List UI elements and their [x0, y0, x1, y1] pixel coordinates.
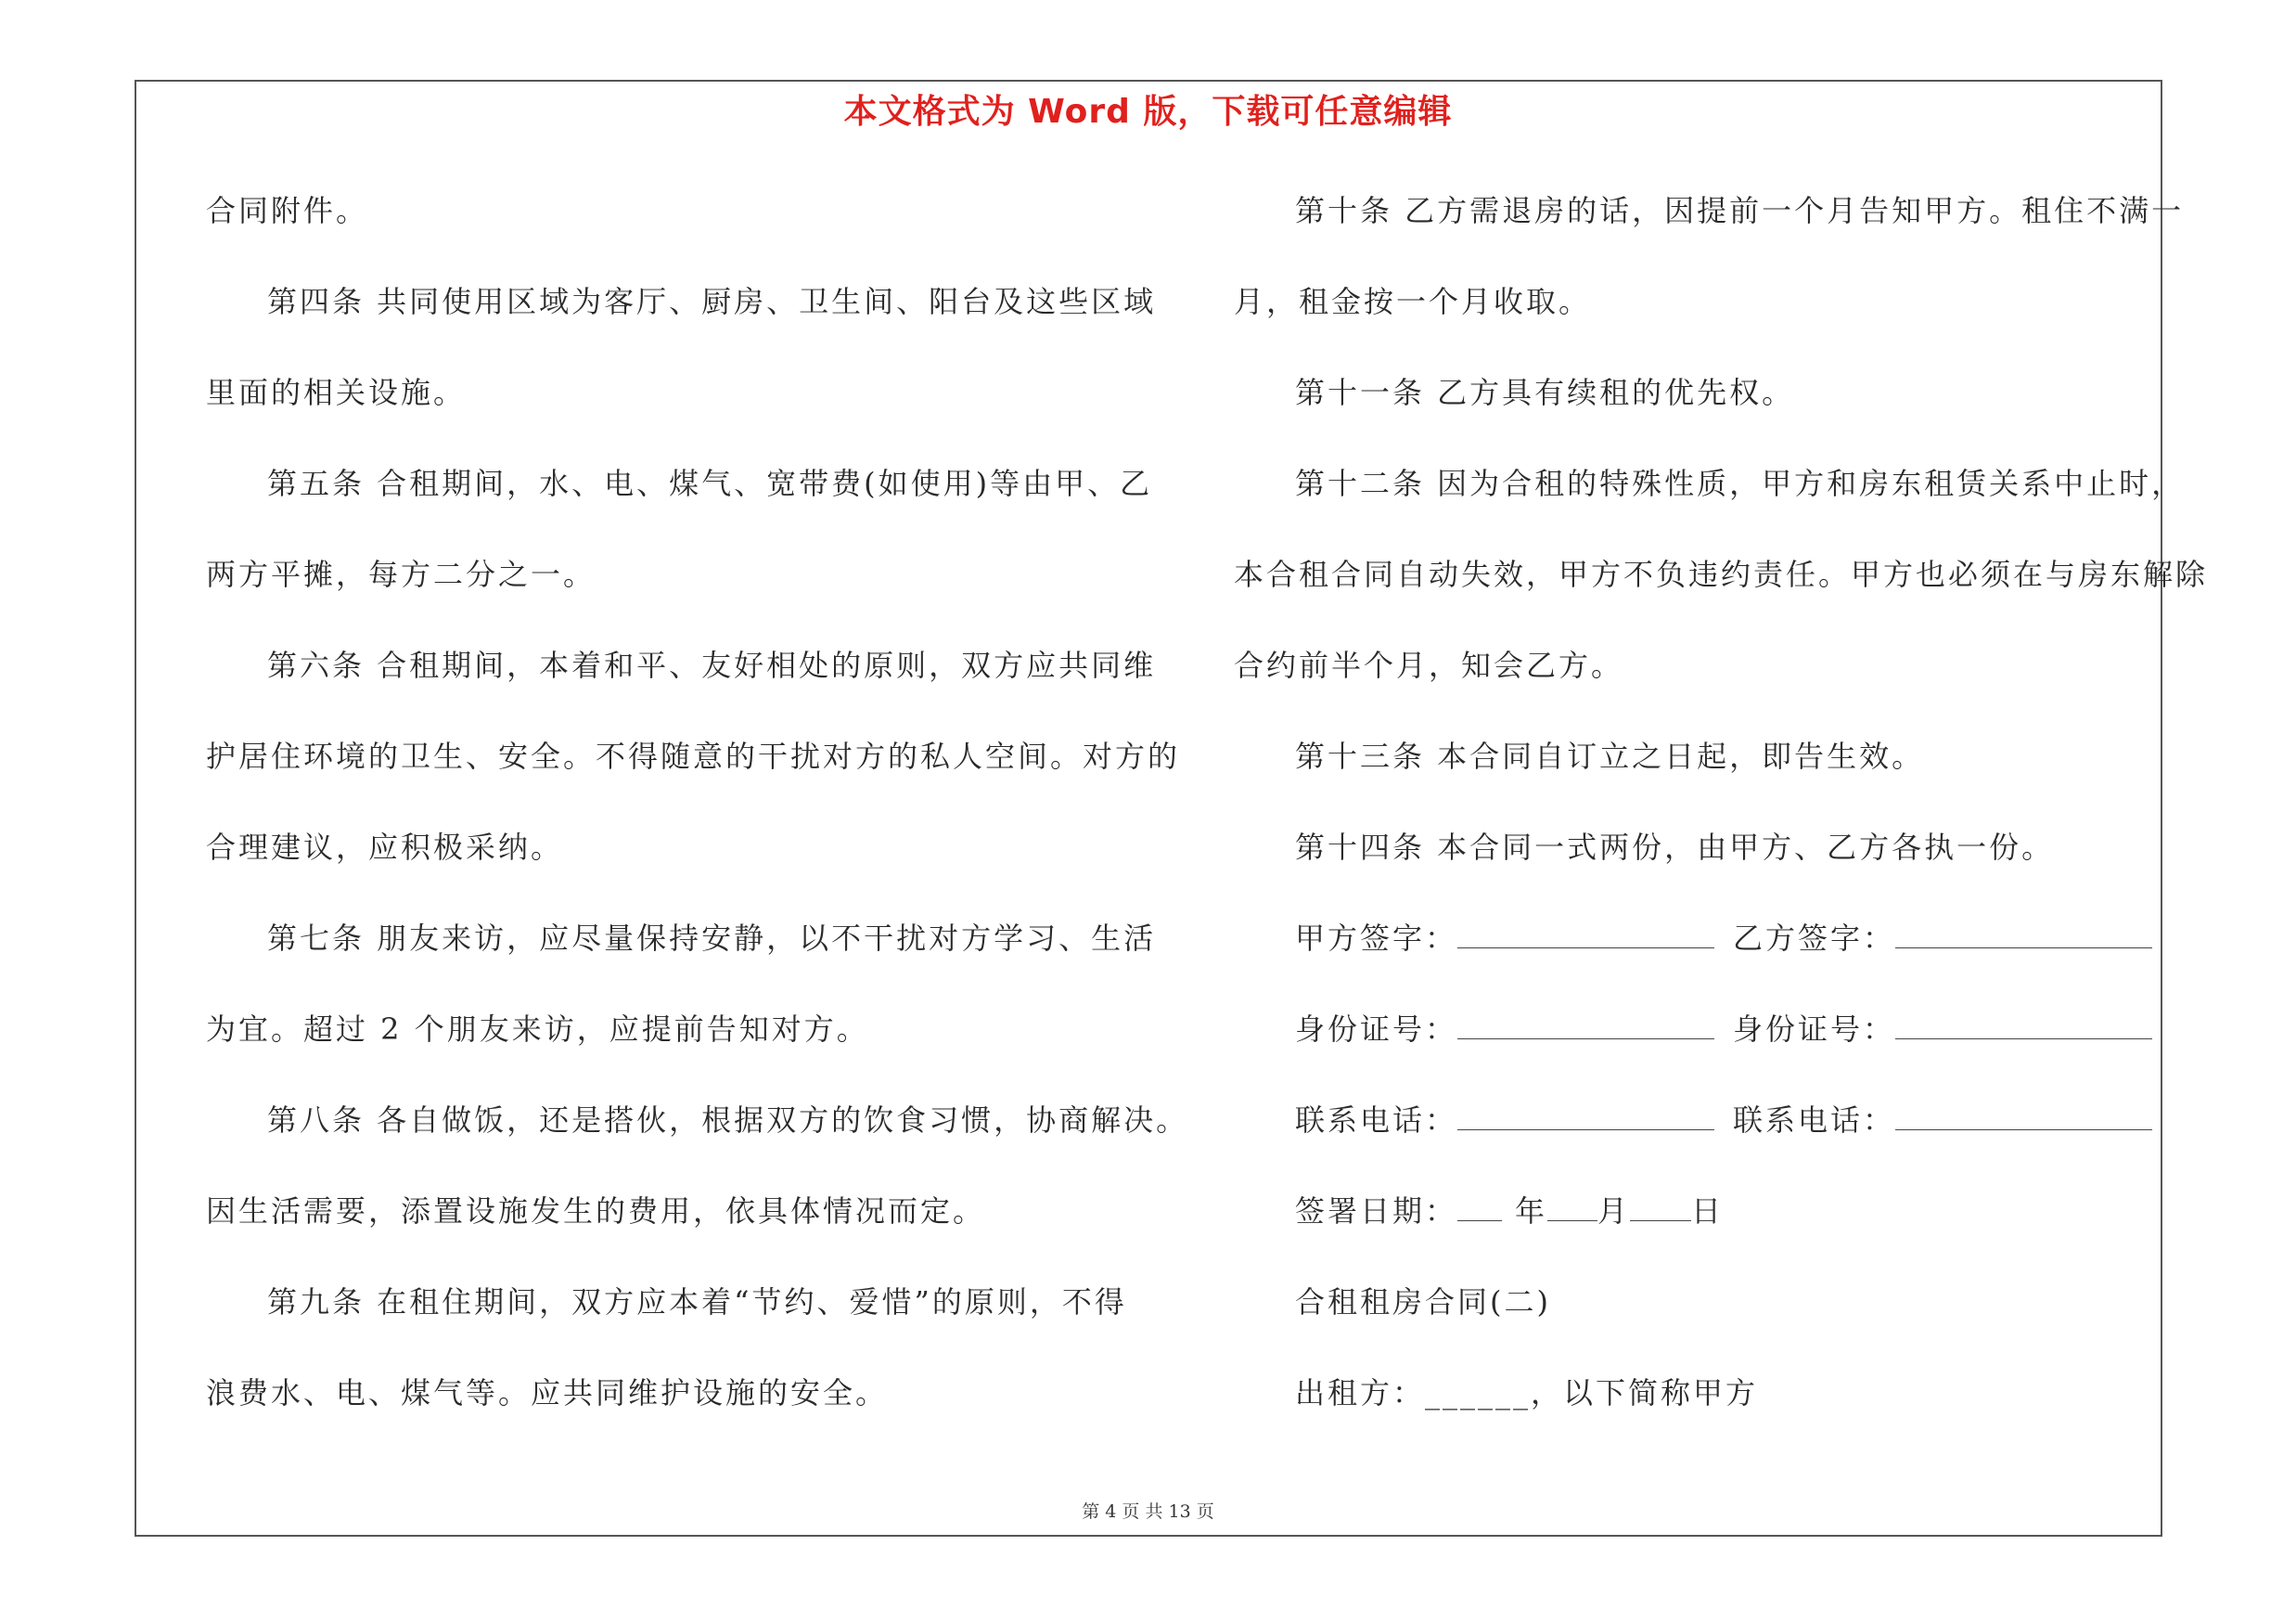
right-column [1234, 181, 2209, 1454]
paragraph-line: 合约前半个月，知会乙方。 [1234, 648, 1624, 683]
day-label: 日 [1691, 1193, 1725, 1229]
party-b-id-label: 身份证号： [1733, 1011, 1896, 1047]
party-b-signature-label: 乙方签字： [1733, 921, 1896, 956]
paragraph-line: 第七条 朋友来访，应尽量保持安静，以不干扰对方学习、生活 [267, 921, 1157, 956]
paragraph-line: 里面的相关设施。 [206, 375, 467, 410]
year-field[interactable] [1457, 1192, 1502, 1221]
paragraph-line: 出租方：______，以下简称甲方 [1295, 1375, 1759, 1410]
party-b-phone-label: 联系电话： [1733, 1102, 1896, 1138]
signature-row-2 [1234, 999, 2152, 1090]
party-a-id-field[interactable] [1457, 1011, 1714, 1039]
party-a-signature-field[interactable] [1457, 920, 1714, 948]
right-text-block-bottom [1234, 1272, 2152, 1454]
paragraph-line: 护居住环境的卫生、安全。不得随意的干扰对方的私人空间。对方的 [206, 739, 1181, 774]
signature-row-3 [1234, 1090, 2152, 1181]
paragraph-line: 为宜。超过 2 个朋友来访，应提前告知对方。 [206, 1011, 869, 1047]
party-a-id-label: 身份证号： [1295, 1011, 1458, 1047]
paragraph-line: 第九条 在租住期间，双方应本着“节约、爱惜”的原则，不得 [267, 1284, 1127, 1320]
date-row [1234, 1181, 2152, 1272]
signature-block [1234, 908, 2152, 1272]
party-b-signature-field[interactable] [1895, 920, 2152, 948]
paragraph-line: 两方平摊，每方二分之一。 [206, 557, 596, 592]
paragraph-line: 合同附件。 [206, 193, 369, 228]
paragraph-line: 第十三条 本合同自订立之日起，即告生效。 [1295, 739, 1925, 774]
paragraph-line: 第十二条 因为合租的特殊性质，甲方和房东租赁关系中止时， [1295, 466, 2185, 501]
page-number-footer: 第 4 页 共 13 页 [1082, 1501, 1214, 1522]
paragraph-line: 合租租房合同(二) [1295, 1284, 1551, 1320]
paragraph-line: 第十一条 乙方具有续租的优先权。 [1295, 375, 1795, 410]
paragraph-line: 第十条 乙方需退房的话，因提前一个月告知甲方。租住不满一 [1295, 193, 2185, 228]
party-a-signature-label: 甲方签字： [1295, 921, 1458, 956]
party-b-phone-field[interactable] [1895, 1101, 2152, 1130]
left-text-block [206, 181, 1189, 1454]
paragraph-line: 第六条 合租期间，本着和平、友好相处的原则，双方应共同维 [267, 648, 1157, 683]
right-text-block [1234, 181, 2209, 908]
paragraph-line: 合理建议，应积极采纳。 [206, 830, 564, 865]
sign-date-label: 签署日期： [1295, 1193, 1458, 1229]
paragraph-line: 第五条 合租期间，水、电、煤气、宽带费(如使用)等由甲、乙 [267, 466, 1153, 501]
party-b-id-field[interactable] [1895, 1011, 2152, 1039]
paragraph-line: 月，租金按一个月收取。 [1234, 284, 1592, 319]
month-field[interactable] [1547, 1192, 1597, 1221]
left-column [206, 181, 1189, 1454]
day-field[interactable] [1630, 1192, 1691, 1221]
editable-notice-banner: 本文格式为 Word 版，下载可任意编辑 [843, 93, 1453, 131]
party-a-phone-label: 联系电话： [1295, 1102, 1458, 1138]
paragraph-line: 浪费水、电、煤气等。应共同维护设施的安全。 [206, 1375, 889, 1410]
paragraph-line: 因生活需要，添置设施发生的费用，依具体情况而定。 [206, 1193, 986, 1229]
party-a-phone-field[interactable] [1457, 1101, 1714, 1130]
paragraph-line: 第八条 各自做饭，还是搭伙，根据双方的饮食习惯，协商解决。 [267, 1102, 1189, 1138]
paragraph-line: 第十四条 本合同一式两份，由甲方、乙方各执一份。 [1295, 830, 2055, 865]
signature-row-1 [1234, 908, 2152, 999]
year-label: 年 [1515, 1193, 1548, 1229]
paragraph-line: 第四条 共同使用区域为客厅、厨房、卫生间、阳台及这些区域 [267, 284, 1157, 319]
month-label: 月 [1597, 1193, 1631, 1229]
paragraph-line: 本合租合同自动失效，甲方不负违约责任。甲方也必须在与房东解除 [1234, 557, 2209, 592]
